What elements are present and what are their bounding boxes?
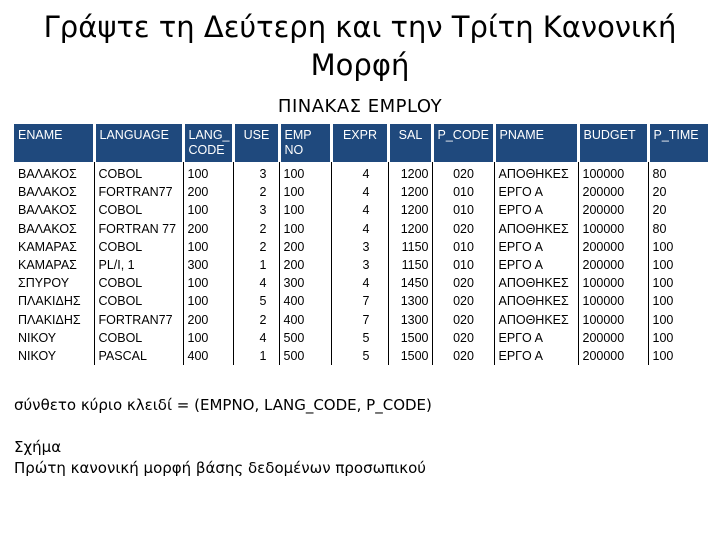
table-cell: ΑΠΟΘΗΚΕΣ [494, 162, 578, 183]
table-cell: COBOL [94, 292, 183, 310]
table-cell: ΒΑΛΑΚΟΣ [18, 167, 77, 182]
table-cell: 100 [279, 162, 331, 183]
table-cell: 1500 [388, 329, 432, 347]
table-cell: 200 [279, 256, 331, 274]
table-cell: 020 [432, 274, 494, 292]
table-cell: 100000 [578, 311, 648, 329]
table-cell: 200000 [578, 238, 648, 256]
table-cell: 80 [648, 162, 708, 183]
table-cell: 100 [279, 220, 331, 238]
table-cell: 300 [183, 256, 233, 274]
table-cell: 100 [648, 347, 708, 365]
table-cell: 500 [279, 329, 331, 347]
table-cell: 80 [648, 220, 708, 238]
table-cell: 4 [233, 329, 279, 347]
table-cell: 4 [331, 220, 388, 238]
table-cell: 200000 [578, 201, 648, 219]
table-cell: ΑΠΟΘΗΚΕΣ [494, 220, 578, 238]
table-cell: 010 [432, 183, 494, 201]
schema-label: Σχήμα [14, 438, 62, 456]
table-cell: 2 [233, 238, 279, 256]
table-cell: 100000 [578, 274, 648, 292]
table-cell: 1200 [388, 162, 432, 183]
table-cell: 1200 [388, 201, 432, 219]
table-cell: 020 [432, 311, 494, 329]
column-header: BUDGET [578, 124, 648, 162]
table-row [14, 162, 708, 183]
table-cell: 5 [331, 329, 388, 347]
column-header: LANGUAGE [94, 124, 183, 162]
table-cell: ΕΡΓΟ Α [494, 201, 578, 219]
table-cell: 010 [432, 238, 494, 256]
table-cell: ΝΙΚΟΥ [18, 330, 57, 345]
table-row [14, 201, 708, 219]
table-cell: 200 [279, 238, 331, 256]
table-cell: 400 [279, 311, 331, 329]
column-header: USE [233, 124, 279, 162]
table-cell: 100000 [578, 292, 648, 310]
column-header: LANG_ CODE [183, 124, 233, 162]
table-cell: ΣΠΥΡΟΥ [18, 276, 70, 291]
table-cell: 100 [183, 292, 233, 310]
table-cell: 1500 [388, 347, 432, 365]
table-cell: 2 [233, 183, 279, 201]
table-cell: 100 [648, 256, 708, 274]
table-cell: COBOL [94, 201, 183, 219]
table-cell: ΑΠΟΘΗΚΕΣ [494, 292, 578, 310]
table-cell: 100 [648, 311, 708, 329]
table-cell: 400 [183, 347, 233, 365]
table-cell: 4 [331, 274, 388, 292]
table-cell: 20 [648, 201, 708, 219]
table-cell: 20 [648, 183, 708, 201]
column-header: P_TIME [648, 124, 708, 162]
table-cell: ΒΑΛΑΚΟΣ [18, 203, 77, 218]
table-cell: 100 [183, 201, 233, 219]
table-cell: 3 [331, 238, 388, 256]
table-cell: 500 [279, 347, 331, 365]
table-cell: 100 [183, 162, 233, 183]
table-cell: 200 [183, 183, 233, 201]
table-cell: 100 [183, 329, 233, 347]
table-cell: ΝΙΚΟΥ [18, 348, 57, 363]
table-cell: FORTRAN 77 [94, 220, 183, 238]
table-cell: 100 [648, 274, 708, 292]
table-cell: 100000 [578, 162, 648, 183]
table-cell: 3 [233, 201, 279, 219]
employ-table [14, 124, 708, 365]
table-cell: ΕΡΓΟ Α [494, 183, 578, 201]
table-row [14, 347, 708, 365]
table-row [14, 311, 708, 329]
table-cell: 1300 [388, 292, 432, 310]
table-cell: ΑΠΟΘΗΚΕΣ [494, 274, 578, 292]
table-cell: ΕΡΓΟ Α [494, 347, 578, 365]
table-cell: FORTRAN77 [94, 183, 183, 201]
table-cell: 5 [331, 347, 388, 365]
table-cell: 2 [233, 220, 279, 238]
table-cell: ΕΡΓΟ Α [494, 329, 578, 347]
table-cell: 100 [648, 292, 708, 310]
table-cell: 200000 [578, 256, 648, 274]
table-row [14, 183, 708, 201]
table-cell: ΑΠΟΘΗΚΕΣ [494, 311, 578, 329]
table-cell: ΠΛΑΚΙΔΗΣ [18, 312, 81, 327]
column-header: P_CODE [432, 124, 494, 162]
table-cell: 020 [432, 329, 494, 347]
table-cell: 4 [331, 183, 388, 201]
table-cell: 010 [432, 256, 494, 274]
table-cell: 4 [331, 201, 388, 219]
table-cell: 200000 [578, 183, 648, 201]
column-header: SAL [388, 124, 432, 162]
table-caption: ΠΙΝΑΚΑΣ EMPLOY [277, 96, 443, 117]
table-cell: 200000 [578, 347, 648, 365]
table-cell: 1300 [388, 311, 432, 329]
column-header: ENAME [14, 124, 94, 162]
table-cell: 1 [233, 347, 279, 365]
table-cell: 100 [648, 329, 708, 347]
column-header: EXPR [331, 124, 388, 162]
table-cell: PASCAL [94, 347, 183, 365]
table-cell: 100 [279, 201, 331, 219]
column-header: PNAME [494, 124, 578, 162]
schema-description: Πρώτη κανονική μορφή βάσης δεδομένων προσωπικού [14, 459, 426, 477]
table-cell: 1150 [388, 256, 432, 274]
table-cell: FORTRAN77 [94, 311, 183, 329]
table-cell: 020 [432, 347, 494, 365]
table-cell: 020 [432, 292, 494, 310]
table-cell: 100 [183, 238, 233, 256]
table-cell: 5 [233, 292, 279, 310]
table-cell: 4 [233, 274, 279, 292]
table-cell: 1200 [388, 220, 432, 238]
table-cell: COBOL [94, 238, 183, 256]
slide-title: Γράψτε τη Δεύτερη και την Τρίτη Κανονική Μορφή [43, 10, 677, 82]
table-cell: 1200 [388, 183, 432, 201]
table-cell: COBOL [94, 274, 183, 292]
table-cell: 1 [233, 256, 279, 274]
table-cell: ΠΛΑΚΙΔΗΣ [18, 294, 81, 309]
table-cell: 7 [331, 292, 388, 310]
table-cell: 200 [183, 220, 233, 238]
table-cell: COBOL [94, 329, 183, 347]
table-cell: 2 [233, 311, 279, 329]
table-cell: 400 [279, 292, 331, 310]
table-cell: 3 [331, 256, 388, 274]
table-cell: PL/I, 1 [94, 256, 183, 274]
table-cell: 020 [432, 162, 494, 183]
table-row [14, 274, 708, 292]
table-cell: 4 [331, 162, 388, 183]
table-cell: 100 [183, 274, 233, 292]
table-cell: ΚΑΜΑΡΑΣ [18, 239, 77, 254]
table-cell: ΒΑΛΑΚΟΣ [18, 185, 77, 200]
table-cell: 100 [648, 238, 708, 256]
table-cell: ΒΑΛΑΚΟΣ [18, 221, 77, 236]
table-cell: 200 [183, 311, 233, 329]
table-row [14, 220, 708, 238]
table-cell: ΚΑΜΑΡΑΣ [18, 258, 77, 273]
table-row [14, 292, 708, 310]
table-cell: 3 [233, 162, 279, 183]
column-header: EMP NO [279, 124, 331, 162]
table-cell: 100 [279, 183, 331, 201]
table-cell: 100000 [578, 220, 648, 238]
table-cell: 300 [279, 274, 331, 292]
table-cell: 1150 [388, 238, 432, 256]
table-row [14, 238, 708, 256]
table-row [14, 256, 708, 274]
table-cell: 200000 [578, 329, 648, 347]
table-header-row [14, 124, 708, 162]
table-cell: ΕΡΓΟ Α [494, 256, 578, 274]
table-cell: 1450 [388, 274, 432, 292]
table-cell: ΕΡΓΟ Α [494, 238, 578, 256]
table-cell: 020 [432, 220, 494, 238]
composite-key-note: σύνθετο κύριο κλειδί = (EMPNO, LANG_CODE, P_CODE) [14, 396, 432, 414]
table-cell: COBOL [94, 162, 183, 183]
table-cell: 7 [331, 311, 388, 329]
table-row [14, 329, 708, 347]
table-cell: 010 [432, 201, 494, 219]
